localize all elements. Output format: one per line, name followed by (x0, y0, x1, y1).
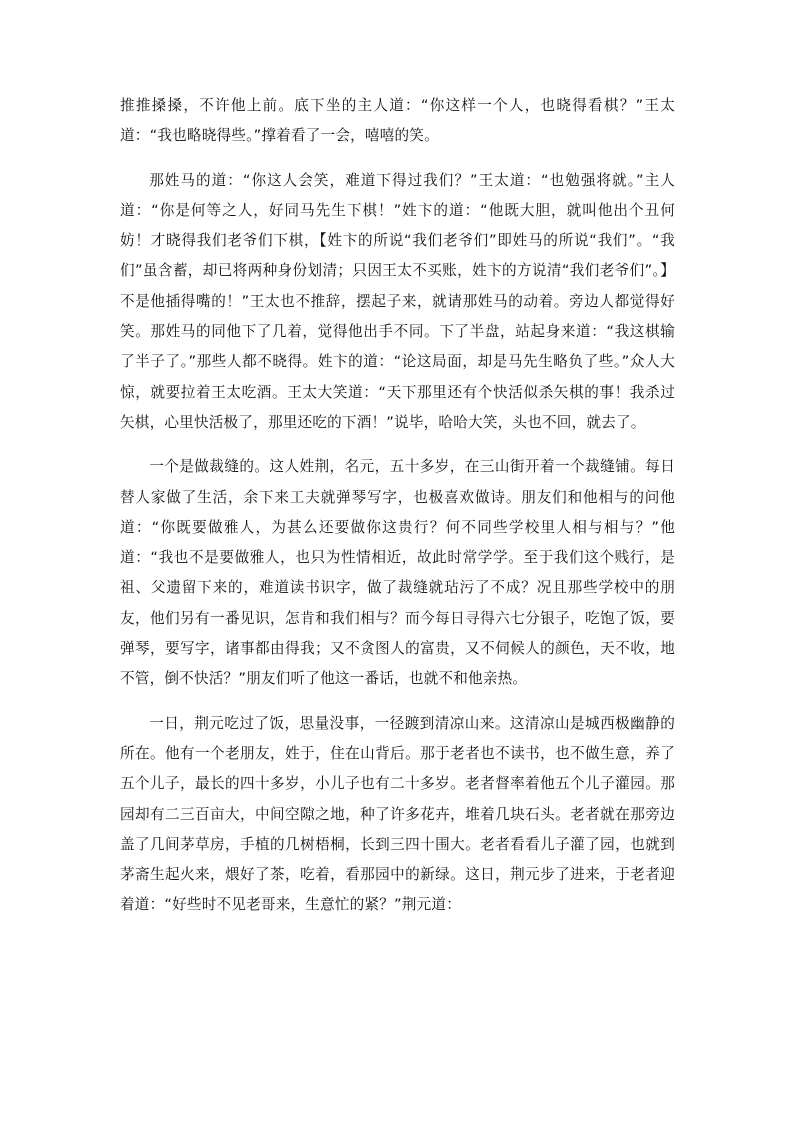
paragraph-qingliang-mountain: 一日，荆元吃过了饭，思量没事，一径踱到清凉山来。这清凉山是城西极幽静的所在。他有一个老朋友，姓于，住在山背后。那于老者也不读书，也不做生意，养了五个儿子，最长的四十多岁，小儿子也有二十多岁。老者督率着他五个儿子灌园。那园却有二三百亩大，中间空隙之地，种了许多花卉，堆着几块石头。老者就在那旁边盖了几间茅草房，手植的几树梧桐，长到三四十围大。老者看看儿子灌了园，也就到茅斋生起火来，煨好了茶，吃着，看那园中的新绿。这日，荆元步了进来，于老者迎着道：“好些时不见老哥来，生意忙的紧？”荆元道： (120, 714, 675, 914)
paragraph-tailor-jing-yuan: 一个是做裁缝的。这人姓荆，名元，五十多岁，在三山街开着一个裁缝铺。每日替人家做了生活，余下来工夫就弹琴写字，也极喜欢做诗。朋友们和他相与的问他道：“你既要做雅人，为甚么还要做你这贵行？何不同些学校里人相与相与？”他道：“我也不是要做雅人，也只为性情相近，故此时常学学。至于我们这个贱行，是祖、父遗留下来的，难道读书识字，做了裁缝就玷污了不成？况且那些学校中的朋友，他们另有一番见识，怎肯和我们相与？而今每日寻得六七分银子，吃饱了饭，要弹琴，要写字，诸事都由得我；又不贪图人的富贵，又不伺候人的颜色，天不收，地不管，倒不快活？”朋友们听了他这一番话，也就不和他亲热。 (120, 458, 675, 688)
paragraph-continuation: 推推搡搡，不许他上前。底下坐的主人道：“你这样一个人，也晓得看棋？”王太道：“我也略晓得些。”撑着看了一会，嘻嘻的笑。 (120, 97, 675, 145)
document-page (120, 91, 675, 935)
paragraph-wang-tai-chess: 那姓马的道：“你这人会笑，难道下得过我们？”王太道：“也勉强将就。”主人道：“你是何等之人，好同马先生下棋！”姓卞的道：“他既大胆，就叫他出个丑何妨！才晓得我们老爷们下棋，【姓卞的所说“我们老爷们”即姓马的所说“我们”。“我们”虽含蓄，却已将两种身份划清；只因王太不买账，姓卞的方说清“我们老爷们”。】不是他插得嘴的！”王太也不推辞，摆起子来，就请那姓马的动着。旁边人都觉得好笑。那姓马的同他下了几着，觉得他出手不同。下了半盘，站起身来道：“我这棋输了半子了。”那些人都不晓得。姓卞的道：“论这局面，却是马先生略负了些。”众人大惊，就要拉着王太吃酒。王太大笑道：“天下那里还有个快活似杀矢棋的事！我杀过矢棋，心里快活极了，那里还吃的下酒！”说毕，哈哈大笑，头也不回，就去了。 (120, 171, 675, 431)
